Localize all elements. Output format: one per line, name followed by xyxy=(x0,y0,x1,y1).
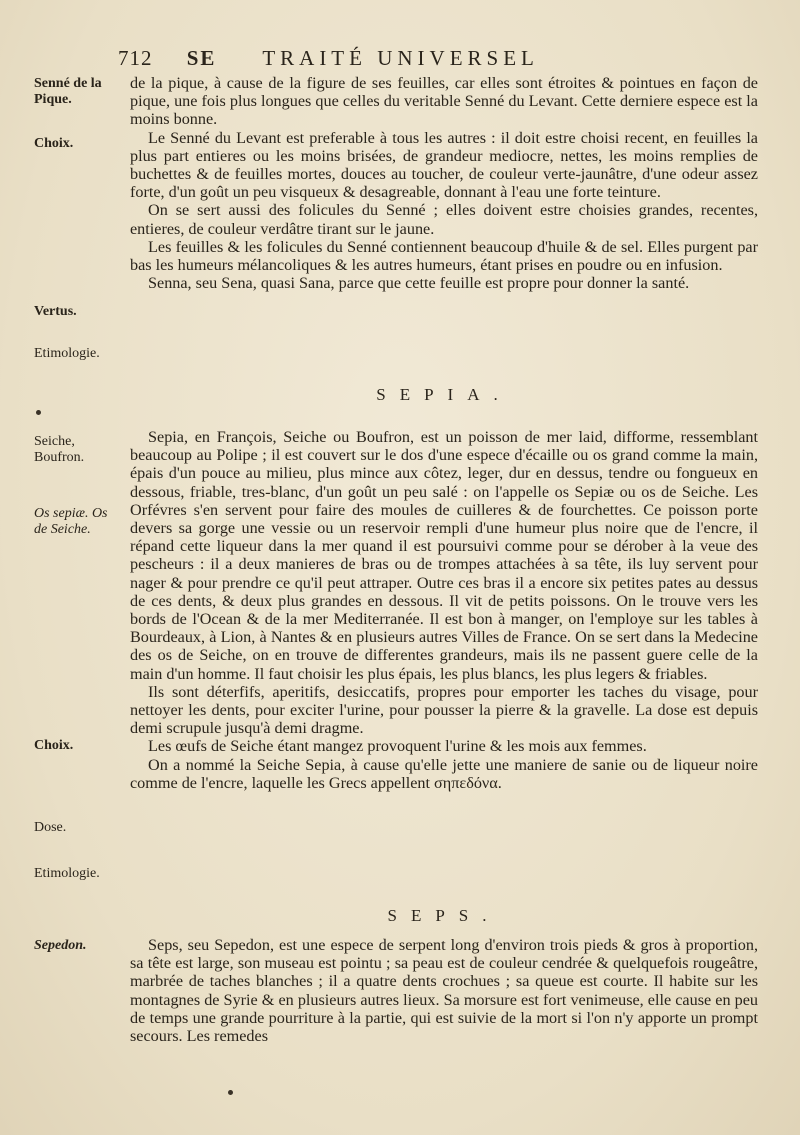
ink-dot-mark xyxy=(228,1090,233,1095)
paragraph: Seps, seu Sepedon, est une espece de serpent long d'environ trois pieds & gros à proportion, sa tête est large, son museau est pointu ; sa peau est de couleur cendrée & quelquefois rougeâtre, marbrée de taches blanches ; il a quatre dents crochues ; sa queue est courte. Il habite sur les montagnes de Syrie & en plusieurs autres lieux. Sa morsure est fort venimeuse, elle cause en peu de temps une grande pourriture à la partie, qui est suivie de la mort si l'on n'y apporte un prompt secours. Les remedes xyxy=(130,936,758,1046)
paragraph: On a nommé la Seiche Sepia, à cause qu'elle jette une maniere de sanie ou de liqueur noire comme de l'encre, laquelle les Grecs appellent σηπεδόνα. xyxy=(130,755,758,792)
paragraph: Sepia, en François, Seiche ou Boufron, est un poisson de mer laid, difforme, ressemblant beaucoup au Polipe ; il est couvert sur le dos d'une espece d'écaille ou os grand comme la main, épais d'un pouce au milieu, plus mince aux côtez, leger, dur en dessus, tendre ou fongueux en dessous, friable, tres-blanc, d'un goût un peu salé : on l'appelle os Sepiæ ou os de Seiche. Les Orfévres s'en servent pour faire des moules de cuilleres & de fourchettes. Ce poisson porte devers sa gorge une vessie ou un reservoir rempli d'une humeur plus noire que de l'encre, il répand cette liqueur dans la mer quand il est poursuivi comme pour se dérober à la veue des pescheurs : il a deux manieres de bras ou de trompes attachées à sa tête, ils luy servent pour nager & pour prendre ce qu'il peut attraper. Outre ces bras il a encore six petites pates au dessus de ces dents, & deux plus grandes en dessous. Il vit de petits poissons. On le trouve vers les bords de l'Ocean & de la mer Mediterranée. Il est bon à manger, on l'employe sur les tables à Bourdeaux, à Lion, à Nantes & en plusieurs autres Villes de France. On se sert dans la Medecine des os de Seiche, on en trouve de differentes grandeurs, mais ils ne passent guere celle de la main d'un homme. Il faut choisir les plus épais, les plus blancs, les plus legers & friables. xyxy=(130,428,758,683)
margin-note-sepedon: Sepedon. xyxy=(34,938,87,953)
paragraph: Senna, seu Sena, quasi Sana, parce que cette feuille est propre pour donner la santé. xyxy=(148,274,690,293)
section-title-seps: SEPS. xyxy=(387,906,501,925)
margin-note-senne-pique: Senné de la Pique. xyxy=(34,76,102,107)
text-block-seps xyxy=(130,936,758,1045)
signature-mark: SE xyxy=(186,46,217,70)
section-title-sepia: SEPIA. xyxy=(376,385,512,404)
page-number: 712 xyxy=(118,46,153,70)
paragraph: Les œufs de Seiche étant mangez provoquent l'urine & les mois aux femmes. xyxy=(148,737,647,756)
margin-note-choix-2: Choix. xyxy=(34,738,74,753)
margin-note-dose: Dose. xyxy=(34,820,67,835)
margin-note-etimologie: Etimologie. xyxy=(34,346,100,361)
margin-note-etimologie-2: Etimologie. xyxy=(34,866,100,881)
paragraph: Le Senné du Levant est preferable à tous les autres : il doit estre choisi recent, en feuilles la plus part entieres ou les moins brisées, de grandeur mediocre, nettes, les moins remplies de buchettes & de feuilles mortes, douces au toucher, de couleur verte-jaunâtre, d'une odeur assez forte, d'un goût un peu visqueux & desagreable, donnant à l'eau une forte teinture. xyxy=(130,128,758,202)
margin-note-os-sepiae: Os sepiæ. Os de Seiche. xyxy=(34,506,108,537)
book-title: TRAITÉ UNIVERSEL xyxy=(262,46,539,70)
paragraph: Ils sont déterfifs, aperitifs, desiccatifs, propres pour emporter les taches du visage, pour nettoyer les dents, pour exciter l'urine, pour pousser la pierre & la gravelle. La dose est depuis demi scrupule jusqu'à demi dragme. xyxy=(130,682,758,738)
margin-note-vertus: Vertus. xyxy=(34,304,77,319)
running-header xyxy=(118,46,758,71)
paragraph: Les feuilles & les folicules du Senné contiennent beaucoup d'huile & de sel. Elles purgent par bas les humeurs mélancoliques & les autres humeurs, étant prises en poudre ou en infusion. xyxy=(130,237,758,275)
text-block-sepia xyxy=(130,428,758,792)
paragraph: On se sert aussi des folicules du Senné ; elles doivent estre choisies grandes, recentes, entieres, de couleur verdâtre tirant sur le jaune. xyxy=(130,201,758,238)
paragraph: de la pique, à cause de la figure de ses feuilles, car elles sont étroites & pointues en façon de pique, une fois plus longues que celles du veritable Senné du Levant. Cette derniere espece est la moins bonne. xyxy=(130,74,758,129)
margin-note-choix: Choix. xyxy=(34,136,74,151)
ink-dot-mark xyxy=(36,410,41,415)
text-block-senne xyxy=(130,74,758,292)
margin-note-seiche: Seiche, Boufron. xyxy=(34,434,85,465)
